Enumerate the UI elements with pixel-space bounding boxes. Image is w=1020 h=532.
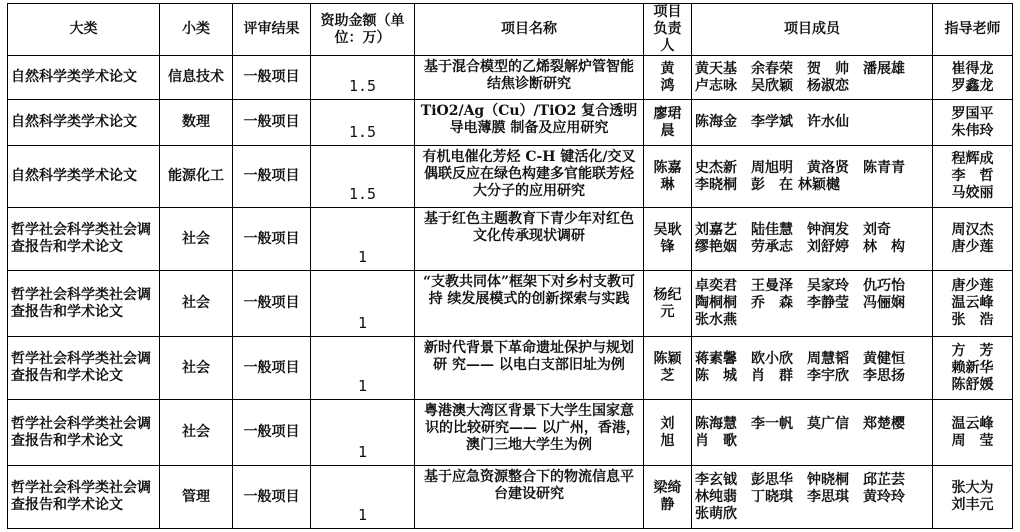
result-cell: 一般项目: [233, 146, 311, 208]
subcategory-cell: 管理: [160, 466, 233, 529]
table-row: [8, 56, 1013, 100]
subcategory-cell: 社会: [160, 337, 233, 400]
advisor-cell: 唐少莲 温云峰 张 浩: [933, 271, 1013, 337]
members-cell: 黄天基 余春荣 贺 帅 潘展雄 卢志咏 吴欣颖 杨淑恋: [692, 56, 933, 100]
members-cell: 陈海慧 李一帆 莫广信 郑楚樱 肖 歌: [692, 400, 933, 466]
table-row: [8, 208, 1013, 271]
project-name-cell: 新时代背景下革命遗址保护与规划研 究—— 以电白支部旧址为例: [415, 337, 644, 400]
members-cell: 陈海金 李学斌 许水仙: [692, 100, 933, 146]
header-advisor: 指导老师: [933, 4, 1013, 56]
category-cell: 哲学社会科学类社会调查报告和学术论文: [8, 337, 160, 400]
amount-cell: 1.5: [311, 146, 415, 208]
subcategory-cell: 社会: [160, 271, 233, 337]
subcategory-cell: 社会: [160, 400, 233, 466]
leader-cell: 杨纪元: [644, 271, 692, 337]
header-subcategory: 小类: [160, 4, 233, 56]
category-cell: 自然科学类学术论文: [8, 56, 160, 100]
category-cell: 哲学社会科学类社会调查报告和学术论文: [8, 466, 160, 529]
subcategory-cell: 信息技术: [160, 56, 233, 100]
advisor-cell: 周汉杰 唐少莲: [933, 208, 1013, 271]
advisor-cell: 张大为 刘丰元: [933, 466, 1013, 529]
table-row: [8, 271, 1013, 337]
project-name-cell: 基于应急资源整合下的物流信息平台建设研究: [415, 466, 644, 529]
header-row: [8, 4, 1013, 56]
leader-cell: 廖珺晨: [644, 100, 692, 146]
subcategory-cell: 能源化工: [160, 146, 233, 208]
leader-cell: 陈嘉琳: [644, 146, 692, 208]
amount-cell: 1.5: [311, 100, 415, 146]
category-cell: 哲学社会科学类社会调查报告和学术论文: [8, 208, 160, 271]
leader-cell: 黄 鸿: [644, 56, 692, 100]
result-cell: 一般项目: [233, 466, 311, 529]
advisor-cell: 温云峰 周 莹: [933, 400, 1013, 466]
members-cell: 卓奕君 王曼泽 吴家玲 仇巧怡 陶桐桐 乔 森 李静莹 冯俪娴 张水燕: [692, 271, 933, 337]
result-cell: 一般项目: [233, 400, 311, 466]
amount-cell: 1: [311, 400, 415, 466]
header-members: 项目成员: [692, 4, 933, 56]
amount-cell: 1.5: [311, 56, 415, 100]
advisor-cell: 崔得龙 罗鑫龙: [933, 56, 1013, 100]
project-name-cell: “支教共同体”框架下对乡村支教可持 续发展模式的创新探索与实践: [415, 271, 644, 337]
category-cell: 哲学社会科学类社会调查报告和学术论文: [8, 271, 160, 337]
table-row: [8, 146, 1013, 208]
result-cell: 一般项目: [233, 56, 311, 100]
header-amount: 资助金额（单位：万）: [311, 4, 415, 56]
project-name-cell: 基于混合模型的乙烯裂解炉管智能结焦诊断研究: [415, 56, 644, 100]
project-name-cell: 有机电催化芳烃 C-H 键活化/交叉偶联反应在绿色构建多官能联芳烃大分子的应用研究: [415, 146, 644, 208]
subcategory-cell: 社会: [160, 208, 233, 271]
header-result: 评审结果: [233, 4, 311, 56]
amount-cell: 1: [311, 337, 415, 400]
header-leader: 项目负责人: [644, 4, 692, 56]
amount-cell: 1: [311, 466, 415, 529]
members-cell: 蒋素馨 欧小欣 周慧韬 黄健恒 陈 城 肖 群 李宇欣 李思扬: [692, 337, 933, 400]
project-name-cell: 基于红色主题教育下青少年对红色文化传承现状调研: [415, 208, 644, 271]
leader-cell: 陈颖芝: [644, 337, 692, 400]
table-row: [8, 466, 1013, 529]
advisor-cell: 程辉成 李 哲 马姣丽: [933, 146, 1013, 208]
amount-cell: 1: [311, 208, 415, 271]
project-name-cell: TiO2/Ag（Cu）/TiO2 复合透明导电薄膜 制备及应用研究: [415, 100, 644, 146]
advisor-cell: 罗国平 朱伟玲: [933, 100, 1013, 146]
category-cell: 自然科学类学术论文: [8, 146, 160, 208]
result-cell: 一般项目: [233, 100, 311, 146]
result-cell: 一般项目: [233, 337, 311, 400]
result-cell: 一般项目: [233, 271, 311, 337]
table-row: [8, 100, 1013, 146]
leader-cell: 刘 旭: [644, 400, 692, 466]
members-cell: 李玄钺 彭思华 钟晓桐 邱芷芸 林纯翡 丁晓琪 李思琪 黄玲玲 张萌欣: [692, 466, 933, 529]
amount-cell: 1: [311, 271, 415, 337]
advisor-cell: 方 芳 赖新华 陈舒媛: [933, 337, 1013, 400]
subcategory-cell: 数理: [160, 100, 233, 146]
project-table: [7, 3, 1013, 529]
category-cell: 哲学社会科学类社会调查报告和学术论文: [8, 400, 160, 466]
leader-cell: 吴耿锋: [644, 208, 692, 271]
header-project: 项目名称: [415, 4, 644, 56]
leader-cell: 梁绮静: [644, 466, 692, 529]
header-category: 大类: [8, 4, 160, 56]
project-name-cell: 粤港澳大湾区背景下大学生国家意识的比较研究—— 以广州，香港， 澳门三地大学生为例: [415, 400, 644, 466]
result-cell: 一般项目: [233, 208, 311, 271]
members-cell: 史杰新 周旭明 黄洛贤 陈青青 李晓桐 彭 在 林颖樾: [692, 146, 933, 208]
table-row: [8, 400, 1013, 466]
category-cell: 自然科学类学术论文: [8, 100, 160, 146]
members-cell: 刘嘉艺 陆佳慧 钟润发 刘奇 缪艳姻 劳承志 刘舒婷 林 构: [692, 208, 933, 271]
table-row: [8, 337, 1013, 400]
